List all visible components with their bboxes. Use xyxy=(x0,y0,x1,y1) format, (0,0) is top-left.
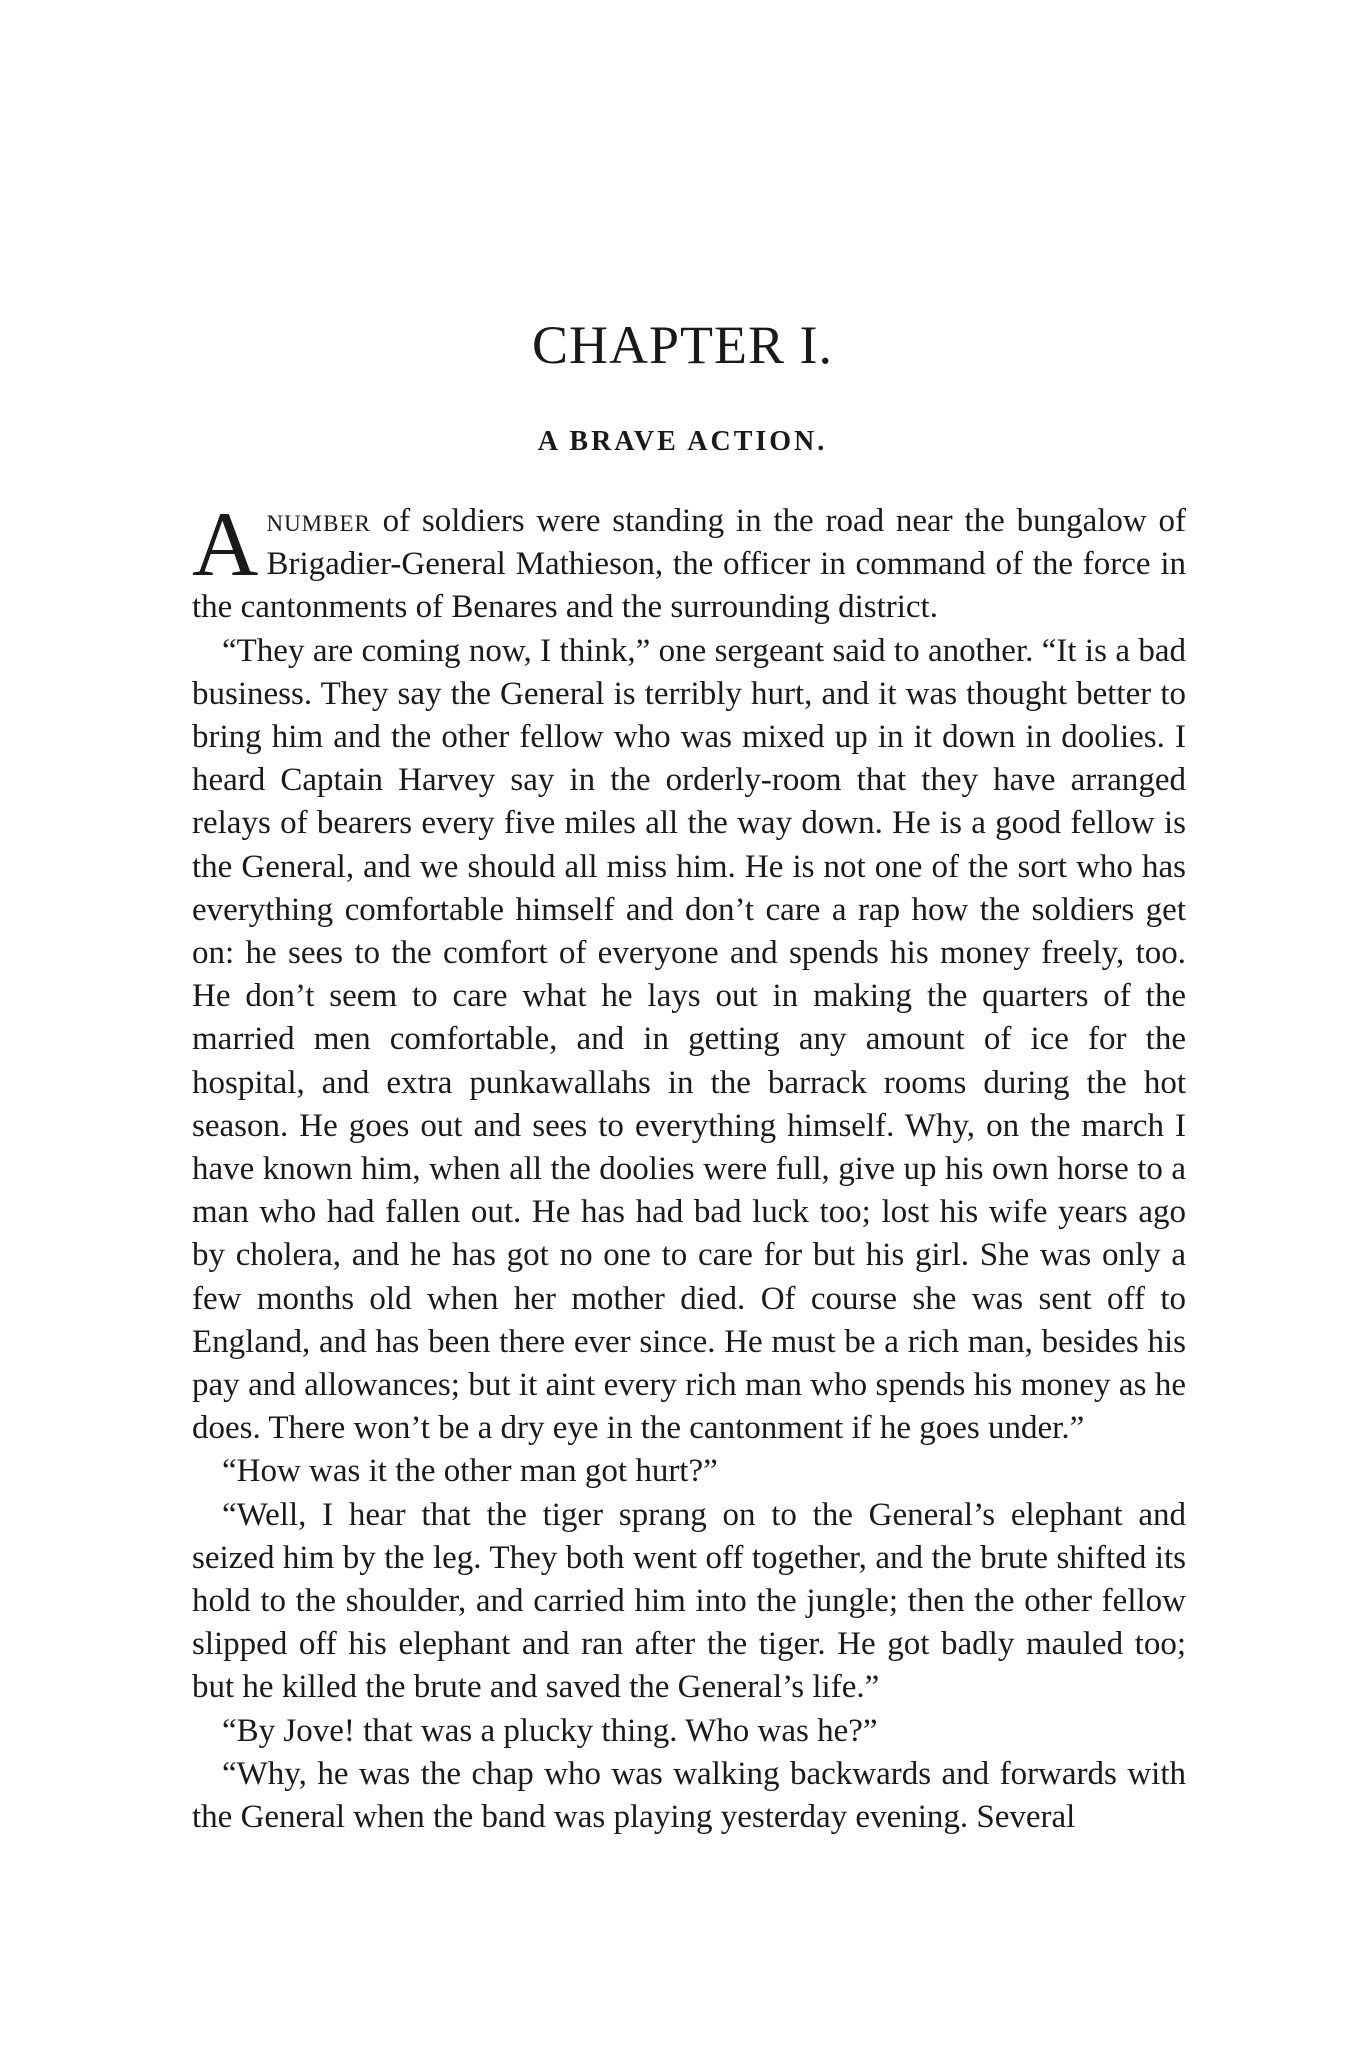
paragraph-3: “How was it the other man got hurt?” xyxy=(222,1453,718,1490)
paragraph-1-text: of soldiers were standing in the road near the bungalow of Brigadier-General Mathieson, the officer in command of the force in the cantonments of Benares and the surrounding district. xyxy=(192,503,1186,626)
paragraph-1 xyxy=(192,493,1186,630)
chapter-subtitle: A BRAVE ACTION. xyxy=(537,426,828,457)
paragraph-4: “Well, I hear that the tiger sprang on to the General’s elephant and seized him by the leg. They both went off together, and the brute shifted its hold to the shoulder, and carried him into the jungle; then the other fellow slipped off his elephant and ran after the tiger. He got badly mauled too; but he killed the brute and saved the General’s life.” xyxy=(192,1496,1186,1706)
paragraph-2: “They are coming now, I think,” one sergeant said to another. “It is a bad business. They say the General is terribly hurt, and it was thought better to bring him and the other fellow who was mixed up in it down in doolies. I heard Captain Harvey say in the orderly-room that they have arranged relays of bearers every five miles all the way down. He is a good fellow is the General, and we should all miss him. He is not one of the sort who has everything comfortable himself and don’t care a rap how the soldiers get on: he sees to the comfort of everyone and spends his money freely, too. He don’t seem to care what he lays out in making the quarters of the married men comfortable, and in getting any amount of ice for the hospital, and extra punkawallahs in the barrack rooms during the hot season. He goes out and sees to everything himself. Why, on the march I have known him, when all the doolies were full, give up his own horse to a man who had fallen out. He has had bad luck too; lost his wife years ago by cholera, and he has got no one to care for but his girl. She was only a few months old when her mother died. Of course she was sent off to England, and has been there ever since. He must be a rich man, besides his pay and allowances; but it aint every rich man who spends his money as he does. There won’t be a dry eye in the cantonment if he goes under.” xyxy=(192,632,1186,1447)
drop-cap: A xyxy=(192,493,259,595)
paragraph-5: “By Jove! that was a plucky thing. Who was he?” xyxy=(222,1712,878,1749)
chapter-title: CHAPTER I. xyxy=(531,315,833,375)
opening-small-caps: number xyxy=(266,503,371,539)
chapter-body xyxy=(192,493,1186,1839)
paragraph-6: “Why, he was the chap who was walking backwards and forwards with the General when the band was playing yesterday evening. Several xyxy=(192,1755,1186,1836)
